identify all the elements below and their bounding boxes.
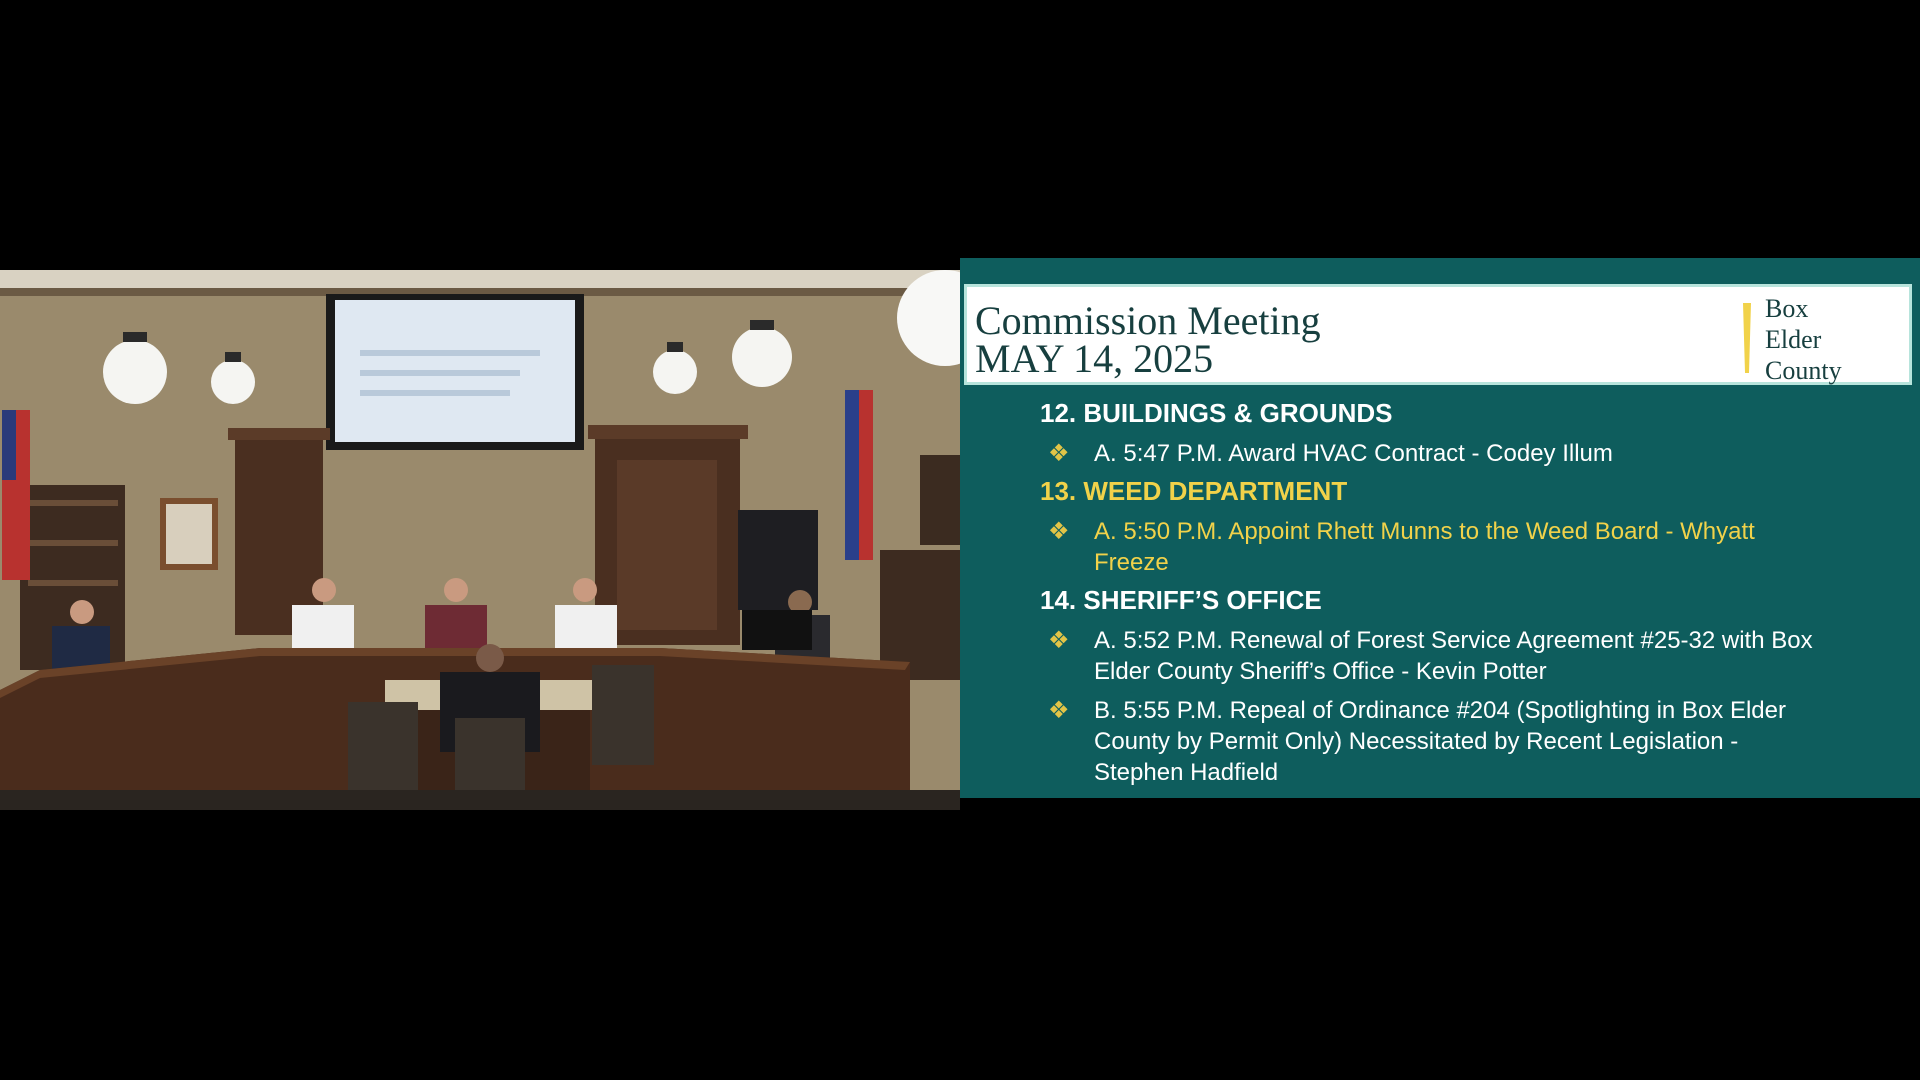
logo-line-2: Elder: [1765, 325, 1822, 354]
agenda-item-text: A. 5:52 P.M. Renewal of Forest Service Agreement #25-32 with Box Elder County Sheriff’s Office - Kevin Potter: [1094, 627, 1813, 685]
agenda-section-heading: 14. SHERIFF’S OFFICE: [1040, 585, 1322, 615]
diamond-bullet-icon: ❖: [1048, 440, 1070, 467]
county-logo: [1743, 293, 1873, 383]
agenda-item-text: A. 5:50 P.M. Appoint Rhett Munns to the Weed Board - Whyatt Freeze: [1094, 518, 1755, 576]
agenda-item: [1048, 438, 1828, 469]
agenda-section-heading: 12. BUILDINGS & GROUNDS: [1040, 398, 1393, 428]
logo-line-3: County: [1765, 356, 1842, 385]
room-camera-feed: [0, 270, 960, 810]
agenda-item: [1048, 695, 1828, 788]
agenda-section-heading-active: 13. WEED DEPARTMENT: [1040, 476, 1348, 506]
agenda-slide: [960, 258, 1920, 798]
agenda-item-text: A. 5:47 P.M. Award HVAC Contract - Codey Illum: [1094, 440, 1613, 467]
diamond-bullet-icon: ❖: [1048, 697, 1070, 724]
meeting-title: Commission Meeting: [975, 298, 1321, 343]
logo-line-1: Box: [1765, 294, 1809, 323]
meeting-date: MAY 14, 2025: [975, 336, 1214, 381]
logo-text: [1765, 293, 1842, 386]
diamond-bullet-icon: ❖: [1048, 627, 1070, 654]
slide-header: [964, 284, 1912, 385]
logo-mark-icon: [1743, 303, 1751, 373]
diamond-bullet-icon: ❖: [1048, 518, 1070, 545]
council-chamber-image: [0, 270, 960, 810]
agenda-item-text: B. 5:55 P.M. Repeal of Ordinance #204 (Spotlighting in Box Elder County by Permit Only) Necessitated by Recent Legislation - Stephen Hadfield: [1094, 697, 1786, 786]
agenda-item: [1048, 625, 1828, 687]
agenda-item-active: [1048, 516, 1828, 578]
